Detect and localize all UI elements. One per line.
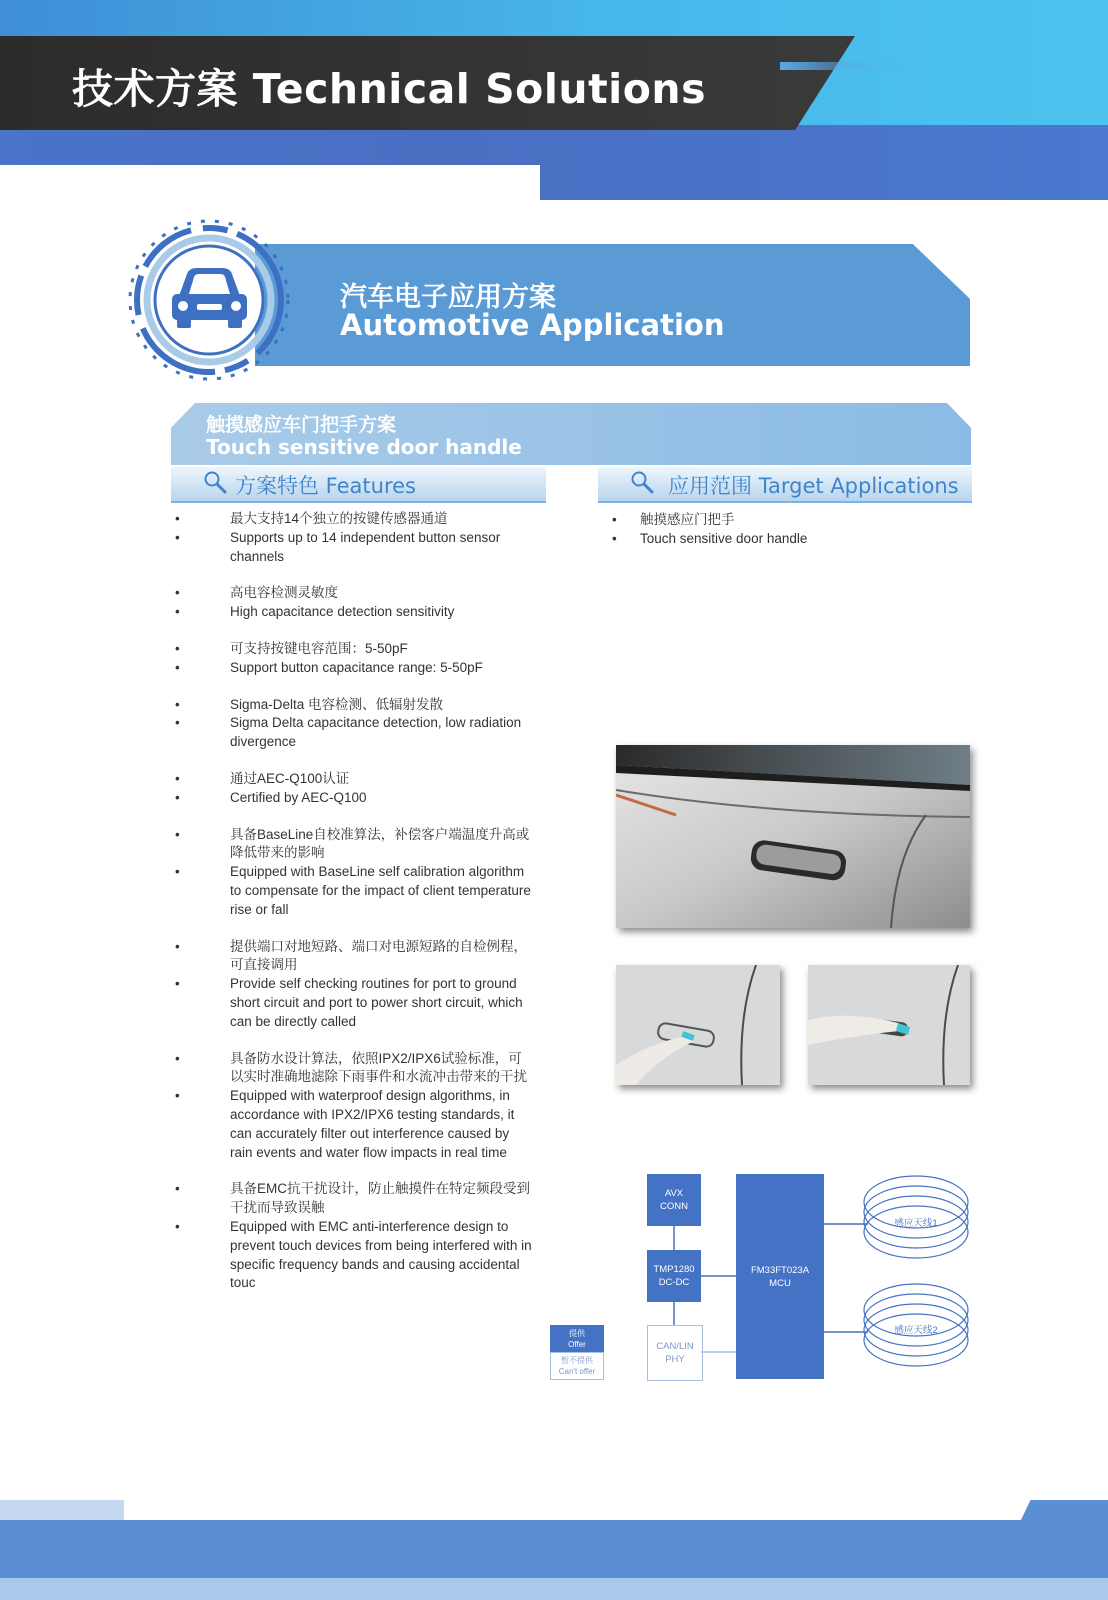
list-item: • Certified by AEC-Q100 xyxy=(172,789,532,808)
block-label: DC-DC xyxy=(658,1277,690,1288)
door-handle-photo xyxy=(616,745,970,928)
subtitle-en: Touch sensitive door handle xyxy=(206,435,522,459)
block-label: PHY xyxy=(665,1354,685,1365)
legend-label: 暂不提供 xyxy=(561,1356,593,1365)
page-title: 技术方案 Technical Solutions xyxy=(72,65,706,113)
list-item: • High capacitance detection sensitivity xyxy=(172,603,532,622)
legend-offer xyxy=(550,1325,604,1352)
subtitle-cn: 触摸感应车门把手方案 xyxy=(206,414,397,436)
footer-right-tab xyxy=(1020,1500,1108,1522)
touch-photo-2 xyxy=(808,965,970,1085)
legend-label: 提供 xyxy=(569,1328,585,1338)
list-item: • Sigma Delta capacitance detection, low radiation divergence xyxy=(172,714,532,752)
list-item: • 通过AEC-Q100认证 xyxy=(172,770,532,789)
list-item: • Sigma-Delta 电容检测、低辐射发散 xyxy=(172,696,532,715)
list-item: • 具备防水设计算法，依照IPX2/IPX6试验标准，可以实时准确地滤除下雨事件和水流冲击带来的干扰 xyxy=(172,1050,532,1088)
footer-left-tab xyxy=(0,1500,124,1522)
block-label: FM33FT023A xyxy=(750,1264,810,1276)
search-icon xyxy=(630,470,652,492)
list-item: • Provide self checking routines for port to ground short circuit and port to power short circuit, which can be directly called xyxy=(172,975,532,1031)
features-heading: 方案特色 Features xyxy=(235,474,416,498)
block-label: MCU xyxy=(769,1277,791,1289)
list-item: • 具备EMC抗干扰设计，防止触摸件在特定频段受到干扰而导致误触 xyxy=(172,1180,532,1218)
header-accent-line xyxy=(780,62,900,70)
list-item: • 触摸感应门把手 xyxy=(608,510,968,529)
list-item: • Support button capacitance range: 5-50pF xyxy=(172,659,532,678)
list-item: • Equipped with EMC anti-interference design to prevent touch devices from being interfered with in specific frequency bands and causing accidental touc xyxy=(172,1218,532,1293)
feature-list xyxy=(172,510,532,1293)
list-item: • 可支持按键电容范围：5-50pF xyxy=(172,640,532,659)
list-item: • Touch sensitive door handle xyxy=(608,529,968,548)
applications-list xyxy=(608,510,968,548)
block-label: TMP1280 xyxy=(653,1264,695,1275)
block-label: AVX xyxy=(664,1188,684,1199)
legend-cant-offer xyxy=(550,1352,604,1380)
applications-heading: 应用范围 Target Applications xyxy=(668,474,959,498)
antenna-2-label: 感应天线2 xyxy=(894,1325,938,1336)
footer-band xyxy=(0,1520,1108,1580)
antenna-coils xyxy=(860,1172,972,1390)
header-white-cut xyxy=(0,165,540,205)
legend-label: Offer xyxy=(568,1339,586,1349)
section-title-en: Automotive Application xyxy=(340,308,725,342)
antenna-1-label: 感应天线1 xyxy=(894,1218,938,1229)
list-item: • 最大支持14个独立的按键传感器通道 xyxy=(172,510,532,529)
section-title-cn: 汽车电子应用方案 xyxy=(340,282,556,313)
car-icon xyxy=(127,218,292,383)
list-item: • Supports up to 14 independent button sensor channels xyxy=(172,529,532,567)
block-label: CONN xyxy=(660,1201,688,1212)
list-item: • 具备BaseLine自校准算法，补偿客户端温度升高或降低带来的影响 xyxy=(172,826,532,864)
list-item: • 高电容检测灵敏度 xyxy=(172,584,532,603)
touch-photo-1 xyxy=(616,965,780,1085)
list-item: • 提供端口对地短路、端口对电源短路的自检例程，可直接调用 xyxy=(172,938,532,976)
legend-label: Can't offer xyxy=(558,1367,596,1376)
block-label: CAN/LIN xyxy=(656,1341,694,1352)
search-icon xyxy=(203,470,225,492)
list-item: • Equipped with waterproof design algorithms, in accordance with IPX2/IPX6 testing standards, it can accurately filter out interference caused by rain events and water flow impacts in real time xyxy=(172,1087,532,1162)
list-item: • Equipped with BaseLine self calibration algorithm to compensate for the impact of client temperature rise or fall xyxy=(172,863,532,919)
footer-light-band xyxy=(0,1578,1108,1600)
